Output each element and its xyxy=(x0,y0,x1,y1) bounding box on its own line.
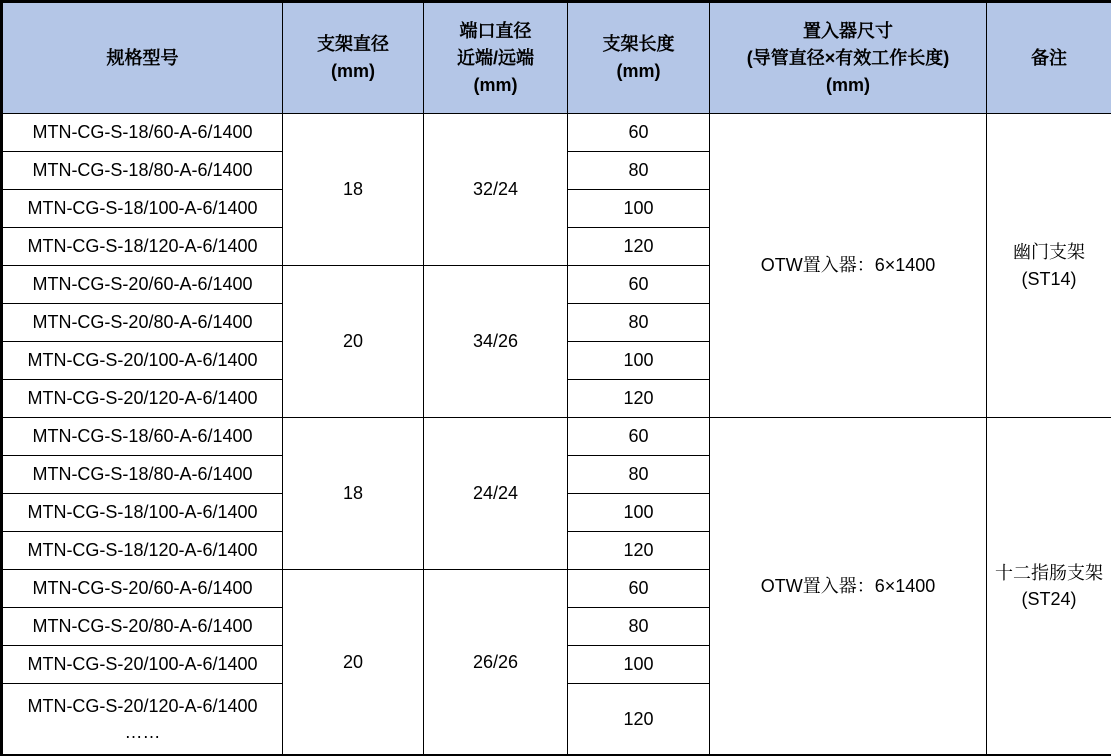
length-cell: 80 xyxy=(568,456,710,494)
header-line: 置入器尺寸 xyxy=(803,20,893,41)
header-line: (mm) xyxy=(616,61,661,81)
header-cell-port xyxy=(424,2,568,114)
table-row xyxy=(2,114,1111,152)
header-line: 规格型号 xyxy=(106,47,179,68)
inserter-cell: OTW置入器：6×1400 xyxy=(710,114,987,418)
model-cell: MTN-CG-S-18/60-A-6/1400 xyxy=(2,418,283,456)
header-line: (mm) xyxy=(826,74,870,95)
model-cell: MTN-CG-S-18/120-A-6/1400 xyxy=(2,228,283,266)
remark-line: (ST24) xyxy=(1021,589,1077,609)
model-cell: MTN-CG-S-20/100-A-6/1400 xyxy=(2,342,283,380)
model-cell: MTN-CG-S-20/120-A-6/1400 xyxy=(2,380,283,418)
header-line: (导管直径×有效工作长度) xyxy=(746,47,950,68)
header-line: 支架直径 xyxy=(317,34,389,54)
length-cell: 120 xyxy=(568,532,710,570)
remark-cell xyxy=(987,114,1111,418)
model-cell: MTN-CG-S-18/60-A-6/1400 xyxy=(2,114,283,152)
model-cell: MTN-CG-S-18/100-A-6/1400 xyxy=(2,190,283,228)
header-cell-model xyxy=(2,2,283,114)
header-line: 支架长度 xyxy=(602,34,675,54)
header-cell-diameter xyxy=(283,2,424,114)
model-cell: MTN-CG-S-18/80-A-6/1400 xyxy=(2,152,283,190)
header-line: 近端/远端 xyxy=(456,47,534,68)
remark-cell xyxy=(987,418,1111,756)
diameter-cell: 18 xyxy=(283,418,424,570)
model-cell: MTN-CG-S-20/80-A-6/1400 xyxy=(2,608,283,646)
length-cell: 120 xyxy=(568,380,710,418)
port-cell: 26/26 xyxy=(424,570,568,756)
header-line: (mm) xyxy=(331,61,375,81)
header-row xyxy=(2,2,1111,114)
header-line: (mm) xyxy=(473,74,518,95)
remark-line: 十二指肠支架 xyxy=(995,562,1103,583)
remark-line: 幽门支架 xyxy=(1013,242,1085,263)
diameter-cell: 20 xyxy=(283,570,424,756)
model-cell: MTN-CG-S-18/80-A-6/1400 xyxy=(2,456,283,494)
header-cell-length xyxy=(568,2,710,114)
length-cell: 120 xyxy=(568,684,710,756)
length-cell: 100 xyxy=(568,342,710,380)
port-cell: 24/24 xyxy=(424,418,568,570)
diameter-cell: 20 xyxy=(283,266,424,418)
remark-line: (ST14) xyxy=(1021,268,1077,289)
inserter-cell: OTW置入器：6×1400 xyxy=(710,418,987,756)
model-cell: MTN-CG-S-18/100-A-6/1400 xyxy=(2,494,283,532)
length-cell: 100 xyxy=(568,190,710,228)
header-cell-inserter xyxy=(710,2,987,114)
length-cell: 100 xyxy=(568,646,710,684)
length-cell: 120 xyxy=(568,228,710,266)
port-cell: 34/26 xyxy=(424,266,568,418)
diameter-cell: 18 xyxy=(283,114,424,266)
model-cell: MTN-CG-S-20/80-A-6/1400 xyxy=(2,304,283,342)
header-cell-remark xyxy=(987,2,1111,114)
length-cell: 60 xyxy=(568,114,710,152)
header-line: 端口直径 xyxy=(459,20,532,41)
model-cell xyxy=(2,684,283,756)
length-cell: 60 xyxy=(568,418,710,456)
header-line: 备注 xyxy=(1031,47,1067,68)
table-row xyxy=(2,418,1111,456)
length-cell: 80 xyxy=(568,608,710,646)
length-cell: 100 xyxy=(568,494,710,532)
model-text: MTN-CG-S-20/120-A-6/1400 xyxy=(27,695,258,716)
model-cell: MTN-CG-S-18/120-A-6/1400 xyxy=(2,532,283,570)
length-cell: 60 xyxy=(568,570,710,608)
port-cell: 32/24 xyxy=(424,114,568,266)
model-cell: MTN-CG-S-20/100-A-6/1400 xyxy=(2,646,283,684)
ellipsis-text: …… xyxy=(124,722,161,742)
length-cell: 80 xyxy=(568,152,710,190)
model-cell: MTN-CG-S-20/60-A-6/1400 xyxy=(2,570,283,608)
model-cell: MTN-CG-S-20/60-A-6/1400 xyxy=(2,266,283,304)
length-cell: 60 xyxy=(568,266,710,304)
length-cell: 80 xyxy=(568,304,710,342)
